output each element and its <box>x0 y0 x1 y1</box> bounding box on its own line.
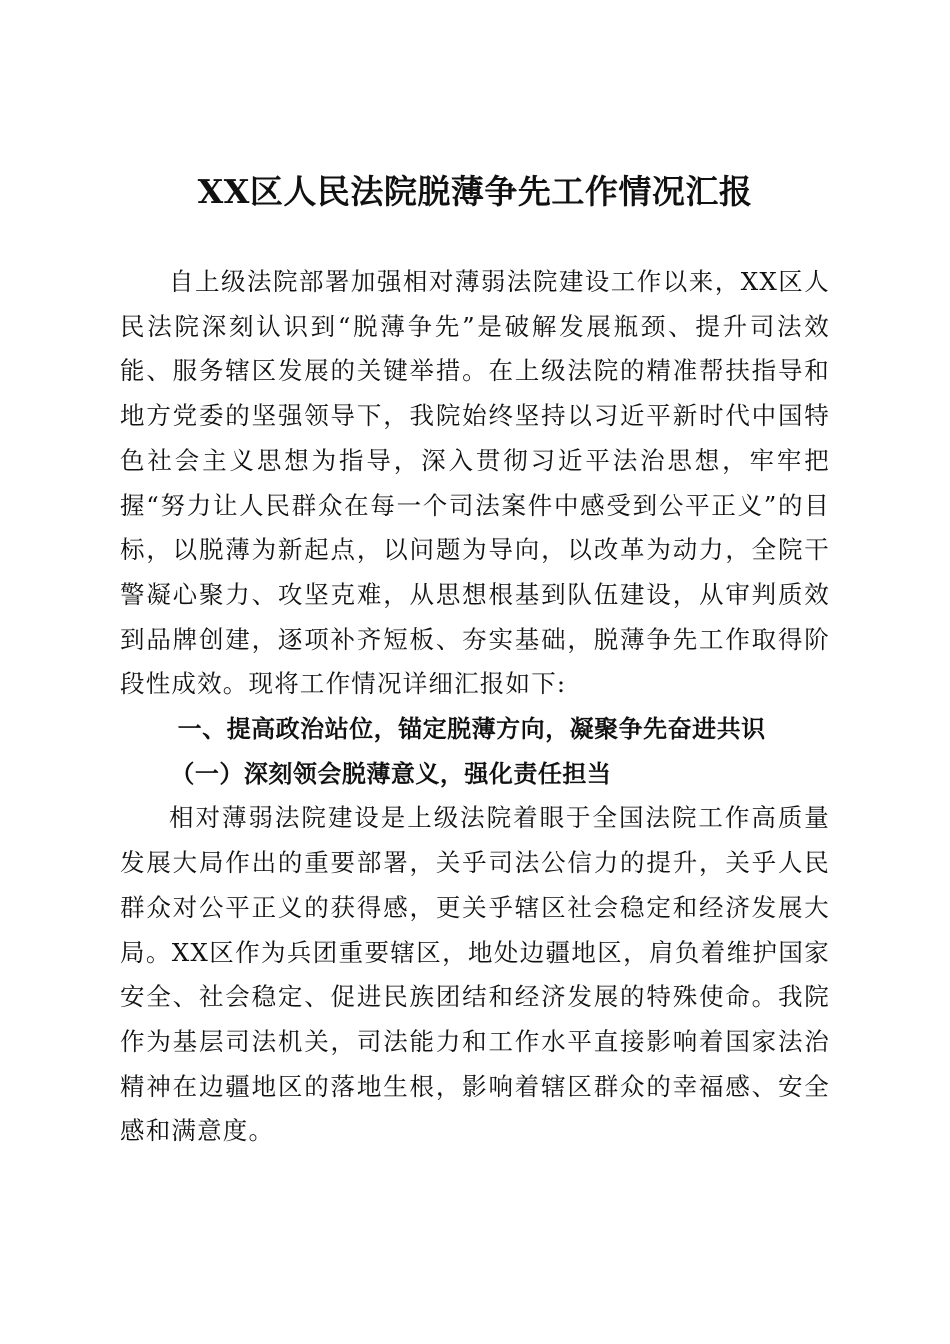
subsection-heading: （一）深刻领会脱薄意义，强化责任担当 <box>170 758 612 788</box>
intro-paragraph: 自上级法院部署加强相对薄弱法院建设工作以来，XX区人民法院深刻认识到“脱薄争先”是破解发展瓶颈、提升司法效能、服务辖区发展的关键举措。在上级法院的精准帮扶指导和地方党委的坚强领导下，我院始终坚持以习近平新时代中国特色社会主义思想为指导，深入贯彻习近平法治思想，牢牢把握“努力让人民群众在每一个司法案件中感受到公平正义”的目标，以脱薄为新起点，以问题为导向，以改革为动力，全院干警凝心聚力、攻坚克难，从思想根基到队伍建设，从审判质效到品牌创建，逐项补齐短板、夯实基础，脱薄争先工作取得阶段性成效。现将工作情况详细汇报如下: <box>120 267 830 699</box>
document-title: XX区人民法院脱薄争先工作情况汇报 <box>197 172 753 211</box>
subsection-paragraph: 相对薄弱法院建设是上级法院着眼于全国法院工作高质量发展大局作出的重要部署，关乎司法公信力的提升，关乎人民群众对公平正义的获得感，更关乎辖区社会稳定和经济发展大局。XX区作为兵团重要辖区，地处边疆地区，肩负着维护国家安全、社会稳定、促进民族团结和经济发展的特殊使命。我院作为基层司法机关，司法能力和工作水平直接影响着国家法治精神在边疆地区的落地生根，影响着辖区群众的幸福感、安全感和满意度。 <box>120 803 830 1146</box>
document-body <box>120 260 830 1154</box>
section-heading: 一、提高政治站位，锚定脱薄方向，凝聚争先奋进共识 <box>177 715 766 744</box>
